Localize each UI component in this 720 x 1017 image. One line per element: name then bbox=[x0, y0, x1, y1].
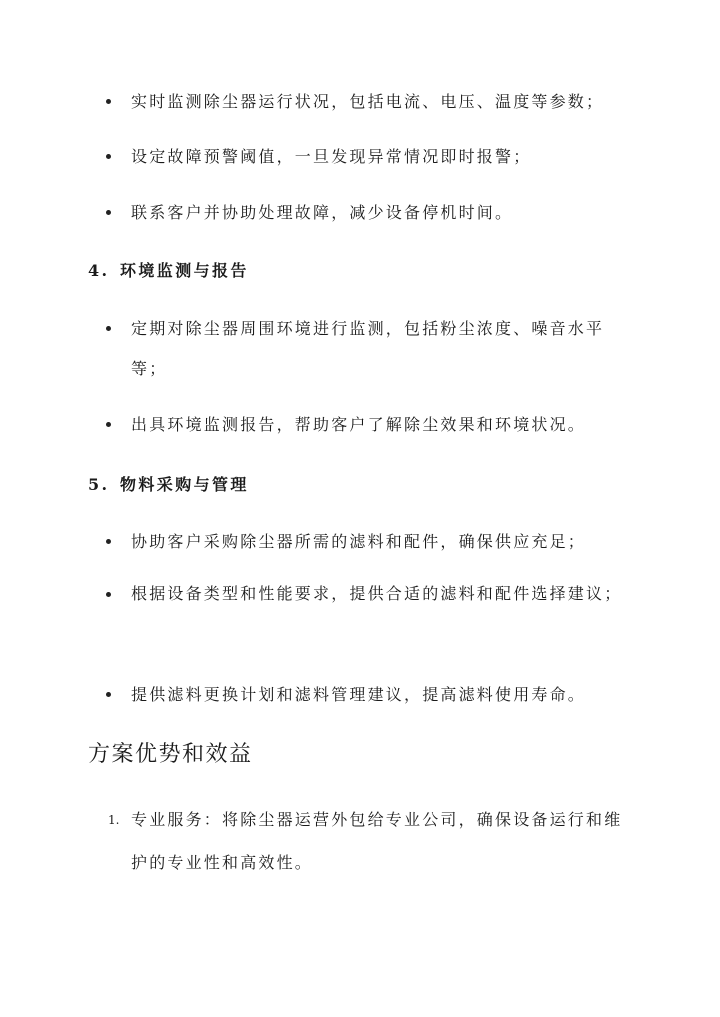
list-item-text: 提供滤料更换计划和滤料管理建议，提高滤料使用寿命。 bbox=[131, 685, 587, 704]
section-title: 物料采购与管理 bbox=[120, 475, 249, 494]
bullet-icon bbox=[106, 692, 111, 697]
bullet-icon bbox=[106, 210, 111, 215]
bullet-icon bbox=[106, 154, 111, 159]
list-item-text: 联系客户并协助处理故障，减少设备停机时间。 bbox=[131, 203, 514, 222]
list-item-text: 专业服务：将除尘器运营外包给专业公司，确保设备运行和维护的专业性和高效性。 bbox=[131, 810, 623, 872]
list-item-text: 定期对除尘器周围环境进行监测，包括粉尘浓度、噪音水平等； bbox=[131, 319, 605, 378]
section-number: 5. bbox=[88, 475, 110, 494]
list-item-number: 1. bbox=[108, 813, 120, 827]
list-item-text: 根据设备类型和性能要求，提供合适的滤料和配件选择建议； bbox=[131, 584, 623, 603]
section-number: 4. bbox=[88, 261, 110, 280]
section-title: 环境监测与报告 bbox=[120, 261, 249, 280]
list-item-text: 实时监测除尘器运行状况，包括电流、电压、温度等参数； bbox=[131, 92, 605, 111]
bullet-icon bbox=[106, 422, 111, 427]
bullet-icon bbox=[106, 326, 111, 331]
bullet-icon bbox=[106, 539, 111, 544]
list-item-text: 协助客户采购除尘器所需的滤料和配件，确保供应充足； bbox=[131, 532, 587, 551]
list-item-text: 设定故障预警阈值，一旦发现异常情况即时报警； bbox=[131, 147, 532, 166]
section-heading bbox=[88, 472, 249, 495]
bullet-icon bbox=[106, 592, 111, 597]
page-title: 方案优势和效益 bbox=[88, 742, 253, 767]
bullet-icon bbox=[106, 99, 111, 104]
list-item-text: 出具环境监测报告，帮助客户了解除尘效果和环境状况。 bbox=[131, 415, 587, 434]
section-heading bbox=[88, 258, 249, 281]
